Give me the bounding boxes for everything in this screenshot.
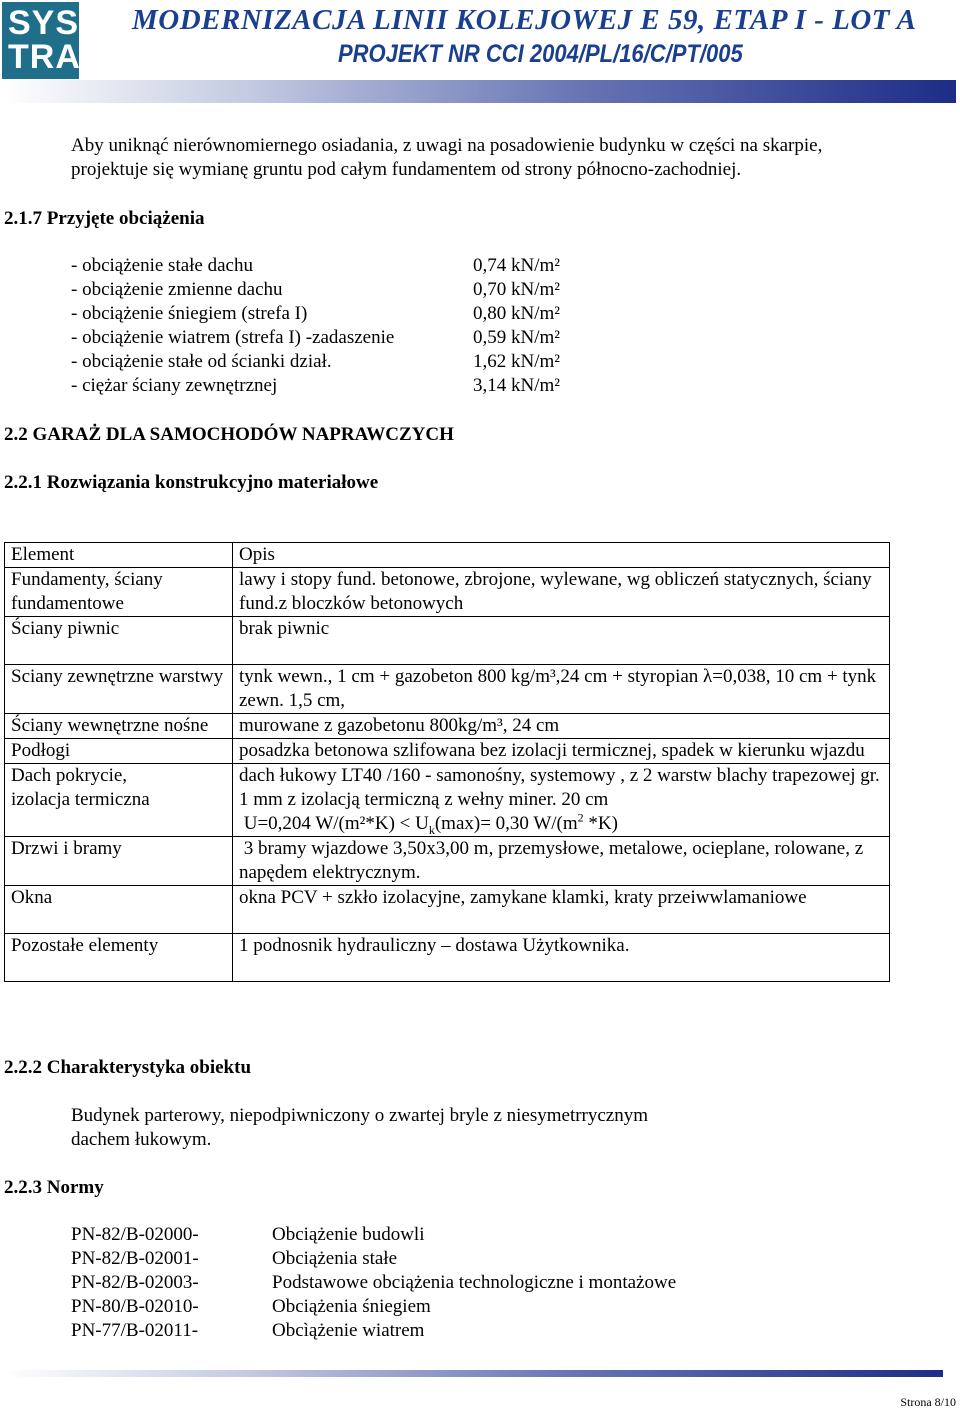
load-value: 1,62 kN/m² xyxy=(473,351,560,372)
table-row xyxy=(5,739,890,764)
u-subscript: k xyxy=(428,822,435,837)
norm-code: PN-82/B-02001- xyxy=(71,1248,199,1269)
table-cell: tynk wewn., 1 cm + gazobeton 800 kg/m³,24 cm + styropian λ=0,038, 10 cm + tynk zewn. 1,5 cm, xyxy=(233,665,890,714)
table-cell: Drzwi i bramy xyxy=(5,837,233,886)
table-cell: Element xyxy=(5,543,233,568)
table-cell: lawy i stopy fund. betonowe, zbrojone, wylewane, wg obliczeń statycznych, ściany fund.z bloczków betonowych xyxy=(233,568,890,617)
norm-name: Obciążenie budowli xyxy=(272,1224,425,1245)
table-row xyxy=(5,764,890,837)
table-cell: Podłogi xyxy=(5,739,233,764)
norm-code: PN-82/B-02003- xyxy=(71,1272,199,1293)
table-cell: 1 podnosnik hydrauliczny – dostawa Użytkownika. xyxy=(233,934,890,982)
norm-name: Obcìążenie wiatrem xyxy=(272,1320,425,1341)
table-cell xyxy=(5,764,233,837)
norm-code: PN-80/B-02010- xyxy=(71,1296,199,1317)
load-value: 0,74 kN/m² xyxy=(473,255,560,276)
roof-description: dach łukowy LT40 /160 - samonośny, systemowy , z 2 warstw blachy trapezowej gr. 1 mm z izolacją termiczną z wełny miner. 20 cm xyxy=(239,765,880,810)
table-row xyxy=(5,568,890,617)
table-row xyxy=(5,665,890,714)
norm-name: Obciążenia śniegiem xyxy=(272,1296,431,1317)
table-header-row xyxy=(5,543,890,568)
materials-table xyxy=(4,542,890,982)
load-value: 0,70 kN/m² xyxy=(473,279,560,300)
load-label: - ciężar ściany zewnętrznej xyxy=(71,375,278,396)
table-cell: Pozostałe elementy xyxy=(5,934,233,982)
logo-text-line1: SYS xyxy=(8,4,80,42)
header-gradient-bar xyxy=(3,80,956,103)
norm-code: PN-77/B-02011- xyxy=(71,1320,199,1341)
section-heading-2-2: 2.2 GARAŻ DLA SAMOCHODÓW NAPRAWCZYCH xyxy=(4,424,454,445)
load-label: - obciążenie wiatrem (strefa I) -zadaszenie xyxy=(71,327,395,348)
u-value-part: *K) xyxy=(583,813,618,834)
table-cell: Ściany wewnętrzne nośne xyxy=(5,714,233,739)
table-row xyxy=(5,934,890,982)
load-label: - obciążenie śniegiem (strefa I) xyxy=(71,303,308,324)
load-value: 0,80 kN/m² xyxy=(473,303,560,324)
intro-line-2: projektuje się wymianę gruntu pod całym fundamentem od strony północno-zachodniej. xyxy=(71,159,742,180)
table-cell: Okna xyxy=(5,886,233,934)
description-line-1: Budynek parterowy, niepodpiwniczony o zwartej bryle z niesymetrrycznym xyxy=(71,1105,649,1126)
load-label: - obciążenie stałe dachu xyxy=(71,255,253,276)
table-cell: 3 bramy wjazdowe 3,50x3,00 m, przemysłowe, metalowe, ocieplane, rolowane, z napędem elektrycznym. xyxy=(233,837,890,886)
section-heading-2-2-1: 2.2.1 Rozwiązania konstrukcyjno materiałowe xyxy=(4,472,379,493)
document-title: MODERNIZACJA LINII KOLEJOWEJ E 59, ETAP I - LOT A xyxy=(132,4,917,36)
u-superscript: 2 xyxy=(577,810,584,825)
table-row xyxy=(5,886,890,934)
table-row xyxy=(5,714,890,739)
table-cell: brak piwnic xyxy=(233,617,890,665)
table-cell: posadzka betonowa szlifowana bez izolacji termicznej, spadek w kierunku wjazdu xyxy=(233,739,890,764)
table-cell: murowane z gazobetonu 800kg/m³, 24 cm xyxy=(233,714,890,739)
description-line-2: dachem łukowym. xyxy=(71,1129,212,1150)
section-heading-2-1-7: 2.1.7 Przyjęte obciążenia xyxy=(4,208,205,229)
u-value-part: U=0,204 W/(m²*K) < U xyxy=(239,813,429,834)
table-cell: Opis xyxy=(233,543,890,568)
load-value: 3,14 kN/m² xyxy=(473,375,560,396)
table-row xyxy=(5,837,890,886)
intro-line-1: Aby uniknąć nierównomiernego osiadania, z uwagi na posadowienie budynku w części na skarpie, xyxy=(71,135,823,156)
load-value: 0,59 kN/m² xyxy=(473,327,560,348)
logo-text-line2: TRA xyxy=(8,38,81,76)
u-value-part: (max)= 0,30 W/(m xyxy=(434,813,578,834)
load-label: - obciążenie zmienne dachu xyxy=(71,279,283,300)
table-cell: okna PCV + szkło izolacyjne, zamykane klamki, kraty przeiwwlamaniowe xyxy=(233,886,890,934)
page-number: Strona 8/10 xyxy=(900,1395,956,1409)
table-cell: Fundamenty, ściany fundamentowe xyxy=(5,568,233,617)
table-row xyxy=(5,617,890,665)
load-label: - obciążenie stałe od ścianki dział. xyxy=(71,351,332,372)
norm-code: PN-82/B-02000- xyxy=(71,1224,199,1245)
systra-logo xyxy=(2,2,79,79)
footer-gradient-bar xyxy=(3,1370,943,1377)
norm-name: Obciążenia stałe xyxy=(272,1248,398,1269)
cell-text: Dach pokrycie, izolacja termiczna xyxy=(11,765,150,810)
table-cell: Ściany piwnic xyxy=(5,617,233,665)
table-cell xyxy=(233,764,890,837)
norm-name: Podstawowe obciążenia technologiczne i montażowe xyxy=(272,1272,677,1293)
table-cell: Sciany zewnętrzne warstwy xyxy=(5,665,233,714)
project-number: PROJEKT NR CCI 2004/PL/16/C/PT/005 xyxy=(338,40,743,68)
section-heading-2-2-3: 2.2.3 Normy xyxy=(4,1177,104,1198)
section-heading-2-2-2: 2.2.2 Charakterystyka obiektu xyxy=(4,1057,252,1078)
